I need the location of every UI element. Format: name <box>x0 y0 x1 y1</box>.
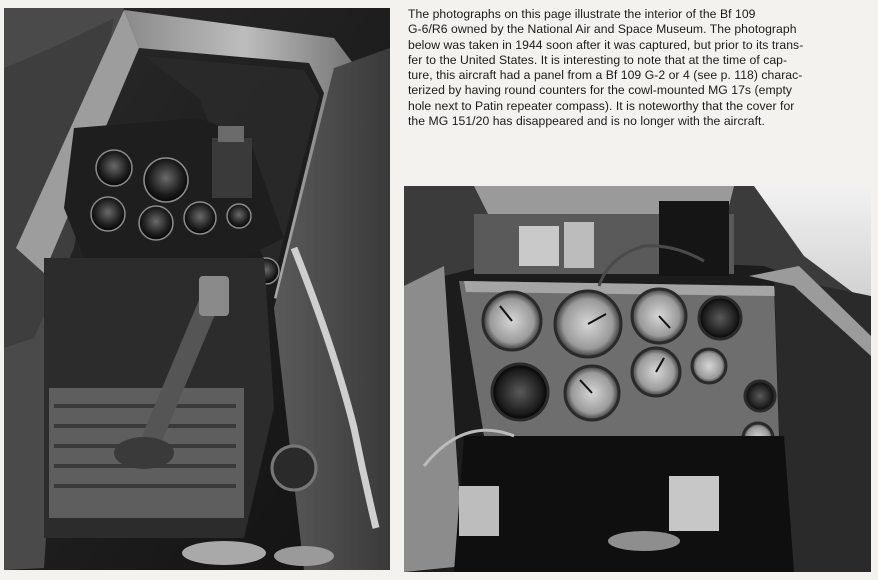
cockpit-photo-right <box>404 186 871 572</box>
cockpit-photo-left <box>4 8 390 570</box>
caption-line: ture, this aircraft had a panel from a Bf 109 G-2 or 4 (see p. 118) charac- <box>408 68 803 83</box>
caption-line: fer to the United States. It is interesting to note that at the time of cap- <box>408 52 788 67</box>
photo-caption <box>408 7 870 129</box>
caption-line: G-6/R6 owned by the National Air and Space Museum. The photograph <box>408 22 797 37</box>
caption-line: the MG 151/20 has disappeared and is no longer with the aircraft. <box>408 114 765 129</box>
caption-line: terized by having round counters for the cowl-mounted MG 17s (empty <box>408 83 793 98</box>
caption-line: hole next to Patin repeater compass). It is noteworthy that the cover for <box>408 98 795 113</box>
caption-line: The photographs on this page illustrate the interior of the Bf 109 <box>408 7 756 21</box>
caption-line: below was taken in 1944 soon after it was captured, but prior to its trans- <box>408 37 804 52</box>
